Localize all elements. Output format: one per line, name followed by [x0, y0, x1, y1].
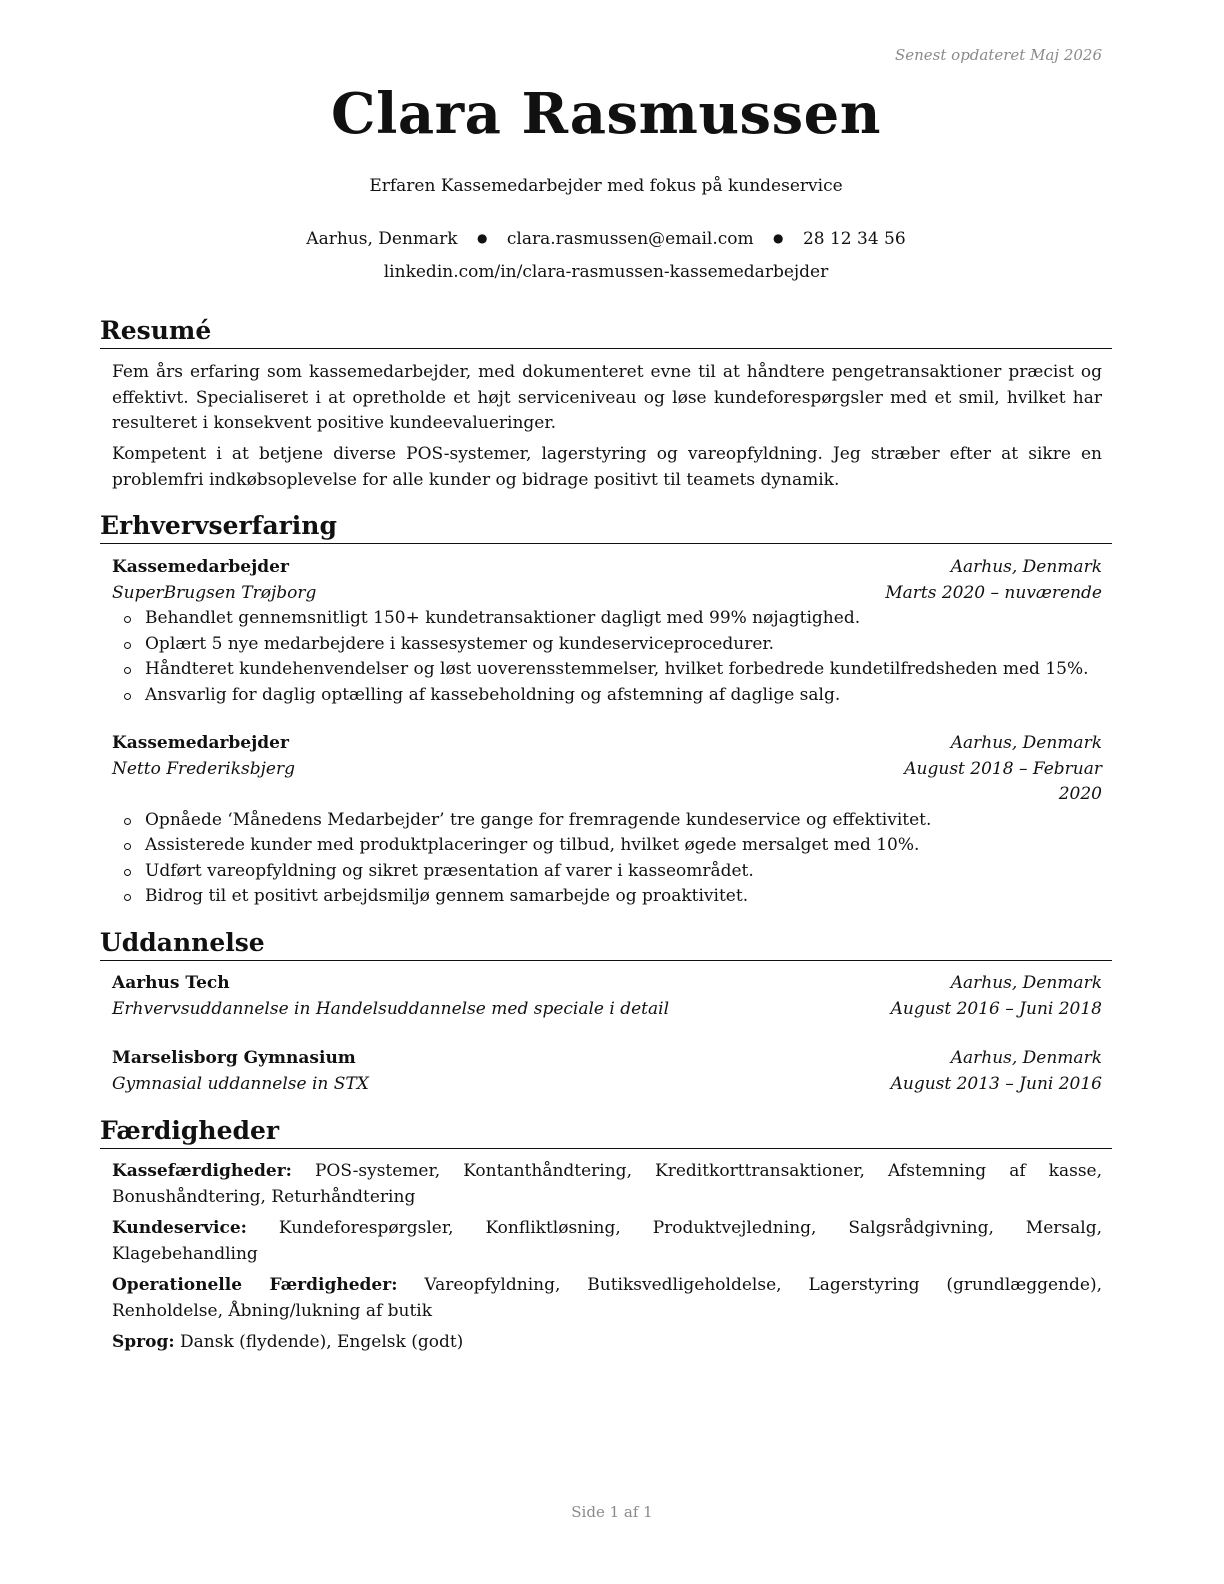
list-item: Bidrog til et positivt arbejdsmiljø gennem samarbejde og proaktivitet. — [112, 884, 1102, 910]
linkedin-link[interactable]: linkedin.com/in/clara-rasmussen-kassemedarbejder — [383, 262, 829, 282]
list-item: Oplært 5 nye medarbejdere i kassesystemer og kundeserviceprocedurer. — [112, 632, 1102, 658]
job-dates: August 2018 – Februar 2020 — [904, 758, 1102, 804]
section-heading-experience: Erhvervserfaring — [100, 513, 1112, 544]
contact-location: Aarhus, Denmark — [306, 229, 458, 249]
list-item: Assisterede kunder med produktplaceringer og tilbud, hvilket øgede mersalget med 10%. — [112, 833, 1102, 859]
school-location: Aarhus, Denmark — [950, 1048, 1102, 1068]
page-number: Side 1 af 1 — [571, 1503, 653, 1521]
section-heading-summary: Resumé — [100, 318, 1112, 349]
education-dates: August 2016 – Juni 2018 — [890, 998, 1102, 1019]
job-role: Kassemedarbejder — [112, 557, 289, 577]
contact-phone: 28 12 34 56 — [802, 229, 906, 249]
skill-label: Kassefærdigheder: — [112, 1161, 292, 1181]
job-dates: Marts 2020 – nuværende — [885, 582, 1102, 603]
skill-text: Vareopfyldning, Butiksvedligeholdelse, Lagerstyring (grundlæggende), Renholdelse, Åbning/lukning af butik — [112, 1275, 1102, 1321]
job-bullets — [112, 606, 1102, 708]
summary-paragraph-1: Fem års erfaring som kassemedarbejder, med dokumenteret evne til at håndtere pengetransaktioner præcist og effektivt. Specialiseret i at opretholde et højt serviceniveau og løse kundeforespørgsler med et smil, hvilket har resulteret i konsekvent positive kundeevalueringer. — [112, 362, 1102, 433]
school-name: Aarhus Tech — [112, 973, 230, 993]
job-company: SuperBrugsen Trøjborg — [112, 582, 317, 603]
job-role: Kassemedarbejder — [112, 733, 289, 753]
resume-page — [100, 0, 1112, 1584]
contact-line — [100, 229, 1112, 249]
job-company: Netto Frederiksbjerg — [112, 758, 295, 779]
skill-text: Kundeforespørgsler, Konfliktløsning, Produktvejledning, Salgsrådgivning, Mersalg, Klagebehandling — [112, 1218, 1102, 1264]
school-name: Marselisborg Gymnasium — [112, 1048, 356, 1068]
candidate-name: Clara Rasmussen — [331, 81, 881, 147]
skill-group — [112, 1159, 1102, 1210]
list-item: Udført vareopfyldning og sikret præsentation af varer i kasseområdet. — [112, 859, 1102, 885]
skill-label: Sprog: — [112, 1332, 175, 1352]
list-item: Opnåede ‘Månedens Medarbejder’ tre gange for fremragende kundeservice og effektivitet. — [112, 808, 1102, 834]
bullet-separator-icon: ● — [477, 231, 488, 245]
education-dates: August 2013 – Juni 2016 — [890, 1073, 1102, 1094]
job-entry — [112, 731, 1102, 910]
tagline: Erfaren Kassemedarbejder med fokus på kundeservice — [369, 176, 843, 196]
skill-text: POS-systemer, Kontanthåndtering, Kreditkorttransaktioner, Afstemning af kasse, Bonushåndtering, Returhåndtering — [112, 1161, 1103, 1207]
skill-label: Kundeservice: — [112, 1218, 247, 1238]
degree: Erhvervsuddannelse in Handelsuddannelse med speciale i detail — [112, 998, 670, 1019]
skill-group — [112, 1216, 1102, 1267]
education-entry — [112, 971, 1102, 1022]
list-item: Behandlet gennemsnitligt 150+ kundetransaktioner dagligt med 99% nøjagtighed. — [112, 606, 1102, 632]
list-item: Ansvarlig for daglig optælling af kassebeholdning og afstemning af daglige salg. — [112, 683, 1102, 709]
last-updated: Senest opdateret Maj 2026 — [894, 46, 1102, 64]
job-entry — [112, 555, 1102, 708]
degree: Gymnasial uddannelse in STX — [112, 1073, 369, 1094]
bullet-separator-icon: ● — [773, 231, 784, 245]
section-heading-education: Uddannelse — [100, 930, 1112, 961]
section-heading-skills: Færdigheder — [100, 1118, 1112, 1149]
job-location: Aarhus, Denmark — [950, 557, 1102, 577]
school-location: Aarhus, Denmark — [950, 973, 1102, 993]
skill-group — [112, 1273, 1102, 1324]
education-entry — [112, 1046, 1102, 1097]
job-location: Aarhus, Denmark — [950, 733, 1102, 753]
summary-paragraph-2: Kompetent i at betjene diverse POS-systemer, lagerstyring og vareopfyldning. Jeg stræber efter at sikre en problemfri indkøbsoplevelse for alle kunder og bidrage positivt til teamets dynamik. — [112, 444, 1102, 490]
skill-label: Operationelle Færdigheder: — [112, 1275, 398, 1295]
skill-text: Dansk (flydende), Engelsk (godt) — [180, 1332, 464, 1352]
skill-group — [112, 1330, 1102, 1356]
list-item: Håndteret kundehenvendelser og løst uoverensstemmelser, hvilket forbedrede kundetilfredsheden med 15%. — [112, 657, 1102, 683]
job-bullets — [112, 808, 1102, 910]
contact-email[interactable]: clara.rasmussen@email.com — [506, 229, 754, 249]
